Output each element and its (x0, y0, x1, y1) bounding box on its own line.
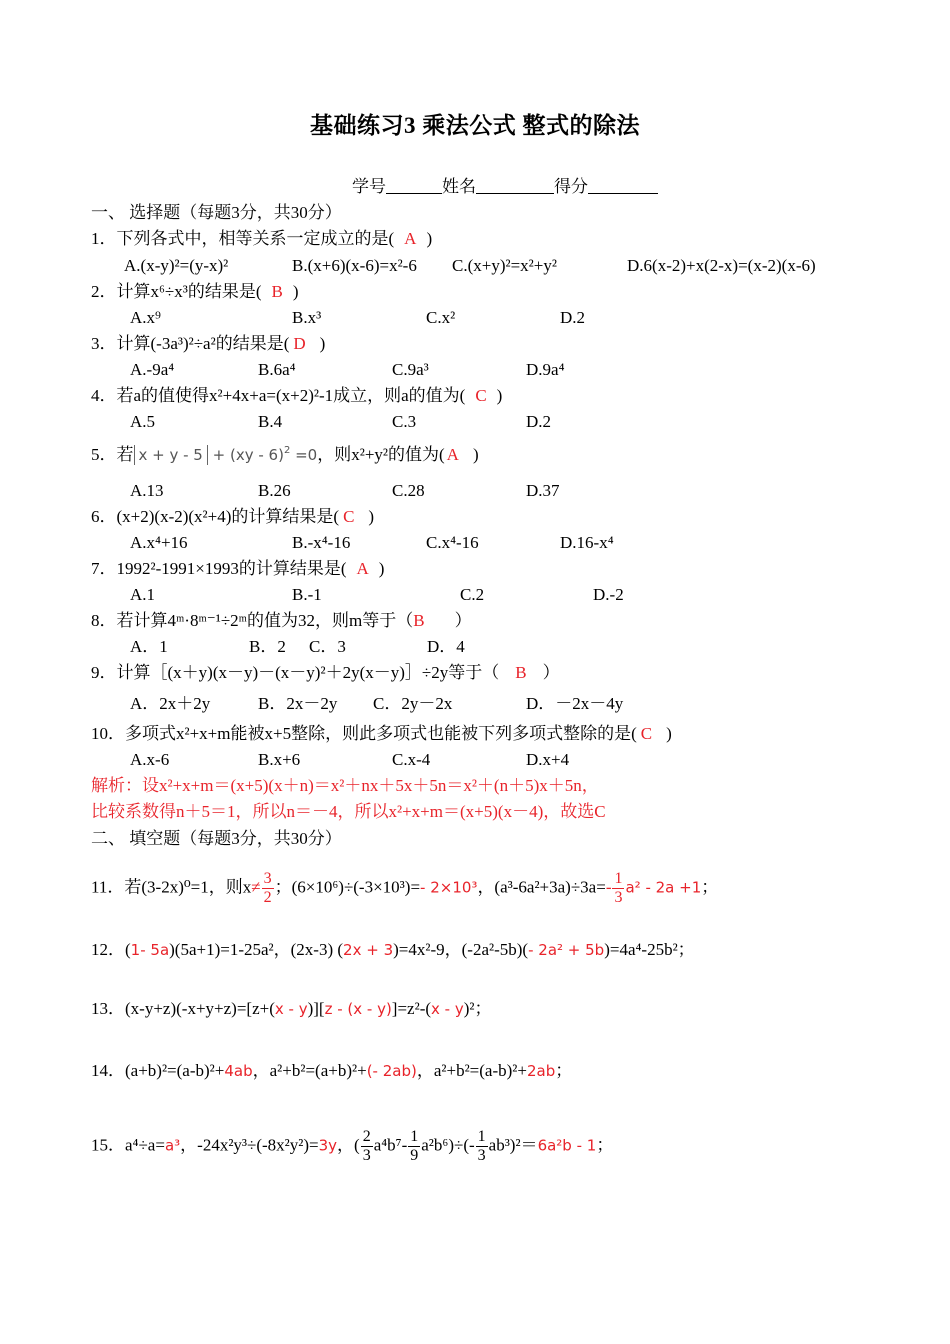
q7-option-b: B.-1 (292, 585, 322, 604)
q11-answer-1: $\frac{3}{2}$ (263, 870, 272, 906)
question-8-answer: B (413, 611, 425, 630)
question-5-abs-expr: x + y - 5 (134, 445, 208, 465)
analysis-line-2: 比较系数得n＋5＝1，所以n＝－4，所以x²+x+m＝(x+5)(x－4)，故选C (91, 802, 606, 821)
question-5-equals: =0 (295, 446, 318, 464)
q15-fraction-2: $\frac{1}{9}$ (410, 1128, 419, 1164)
q4-option-d: D.2 (526, 412, 552, 431)
question-5-prefix: 5．若 (91, 445, 134, 464)
q4-option-c: C.3 (392, 412, 417, 431)
q8-option-c: C．3 (309, 637, 346, 656)
question-9-stem: 9．计算［(x＋y)(x－y)－(x－y)²＋2y(x－y)］÷2y等于（ (91, 663, 500, 682)
q11-part-3: ，(a³-6a²+3a)÷3a= (477, 877, 606, 897)
student-info-line (352, 172, 658, 197)
q14-part-2: ，a²+b²=(a+b)²+ (252, 1061, 367, 1080)
question-11: 11．若(3-2x)⁰=1，则x≠ $\frac{3}{2}$ ；(6×10⁶)÷(-3×10³)=- 2×10³，(a³-6a²+3a)÷3a=- $\frac{1}{3}$ a² - 2a +1； (91, 870, 719, 906)
q7-option-d: D.-2 (593, 585, 624, 604)
q9-option-c: C．2y－2x (373, 694, 453, 713)
question-9 (91, 661, 560, 685)
question-1-answer: A (404, 229, 417, 248)
q3-option-b: B.6a⁴ (258, 360, 296, 379)
q15-part-2: ，-24x²y³÷(-8x²y²)= (180, 1135, 319, 1155)
question-7-close: ) (378, 559, 385, 578)
q8-option-d: D．4 (427, 637, 465, 656)
q15-fraction-3: $\frac{1}{3}$ (477, 1128, 486, 1164)
q3-option-c: C.9a³ (392, 360, 429, 379)
q14-answer-3: 2ab (526, 1062, 556, 1080)
question-8 (91, 609, 472, 633)
question-4 (91, 384, 502, 408)
question-1-close: ) (426, 229, 433, 248)
q1-option-c: C.(x+y)²=x²+y² (452, 256, 557, 275)
question-5-close: ) (472, 445, 479, 464)
q5-option-b: B.26 (258, 481, 291, 500)
q2-option-a: A.x⁹ (130, 308, 161, 327)
question-2-close: ) (292, 282, 299, 301)
score-label: 得分 (554, 177, 588, 196)
question-1-stem: 1．下列各式中，相等关系一定成立的是( (91, 229, 395, 248)
question-10-close: ) (666, 724, 672, 743)
q3-option-d: D.9a⁴ (526, 360, 565, 379)
q1-option-b: B.(x+6)(x-6)=x²-6 (292, 256, 417, 275)
q12-part-3: )=4x²-9，(-2a²-5b)( (393, 940, 529, 959)
q7-option-a: A.1 (130, 585, 156, 604)
q6-option-b: B.-x⁴-16 (292, 533, 351, 552)
question-7-stem: 7．1992²-1991×1993的计算结果是( (91, 559, 347, 578)
question-9-answer: B (515, 663, 527, 682)
q15-part-3: ，( (337, 1135, 360, 1155)
q10-option-d: D.x+4 (526, 750, 570, 769)
q15-part-6: ab³)²＝ (488, 1135, 538, 1155)
q11-part-4: ； (701, 877, 719, 897)
q13-answer-2: z - (x - y) (324, 1000, 392, 1018)
q9-option-d: D．－2x－4y (526, 694, 624, 713)
question-8-stem: 8．若计算4ᵐ·8ᵐ⁻¹÷2ᵐ的值为32，则m等于（ (91, 611, 414, 630)
q13-answer-3: x - y (431, 1000, 464, 1018)
q14-part-4: ； (555, 1061, 573, 1080)
student-no-label: 学号 (352, 177, 386, 196)
q9-option-a: A．2x＋2y (130, 694, 211, 713)
score-field[interactable] (588, 176, 658, 194)
q9-option-b: B．2x－2y (258, 694, 338, 713)
q12-answer-2: 2x + 3 (343, 941, 394, 959)
q1-option-d: D.6(x-2)+x(2-x)=(x-2)(x-6) (627, 256, 816, 275)
q15-part-4: a⁴b⁷- (373, 1135, 408, 1155)
question-10-answer: C (640, 724, 653, 743)
question-6-stem: 6．(x+2)(x-2)(x²+4)的计算结果是( (91, 507, 340, 526)
q1-option-a: A.(x-y)²=(y-x)² (124, 256, 229, 275)
question-15 (91, 1128, 613, 1165)
q10-option-b: B.x+6 (258, 750, 301, 769)
question-3 (91, 332, 325, 356)
question-13 (91, 997, 491, 1021)
question-4-close: ) (496, 386, 503, 405)
question-5-suffix: ，则x²+y²的值为( (317, 445, 445, 464)
q13-part-2: )][ (307, 999, 325, 1018)
q12-answer-1: 1- 5a (130, 941, 170, 959)
question-5-square-expr: xy - 6 (235, 446, 279, 464)
q8-option-b: B．2 (249, 637, 286, 656)
q8-option-a: A．1 (130, 637, 168, 656)
name-label: 姓名 (442, 177, 476, 196)
question-7-answer: A (356, 559, 369, 578)
q6-option-c: C.x⁴-16 (426, 533, 479, 552)
question-6-close: ) (368, 507, 375, 526)
q11-part-1: 11．若(3-2x)⁰=1，则x (91, 877, 252, 897)
q11-answer-3-frac: $\frac{1}{3}$ (614, 870, 623, 906)
question-1 (91, 227, 432, 251)
question-3-answer: D (293, 334, 306, 353)
analysis-line-1: 解析：设x²+x+m＝(x+5)(x＋n)＝x²＋nx＋5x＋5n＝x²＋(n＋5)x＋5n， (91, 776, 599, 795)
q13-part-1: 13．(x-y+z)(-x+y+z)=[z+( (91, 999, 275, 1018)
q11-answer-2: - 2×10³ (420, 878, 478, 897)
question-4-answer: C (475, 386, 487, 405)
q15-answer-3: 6a²b - 1 (537, 1136, 597, 1155)
q15-answer-1: a³ (164, 1136, 181, 1155)
q5-option-c: C.28 (392, 481, 425, 500)
q14-part-1: 14．(a+b)²=(a-b)²+ (91, 1061, 225, 1080)
q12-part-2: )(5a+1)=1-25a²，(2x-3) ( (169, 940, 344, 959)
question-6 (91, 505, 374, 529)
q12-part-4: )=4a⁴-25b²； (604, 940, 695, 959)
q13-part-3: ]=z²-( (391, 999, 432, 1018)
question-5: 5．若 x + y - 5 + (xy - 6)$^2$ =0，则x²+y²的值为( A ) (91, 445, 479, 464)
q15-answer-2: 3y (318, 1136, 338, 1155)
question-3-stem: 3．计算(-3a³)²÷a²的结果是( (91, 334, 290, 353)
q6-option-a: A.x⁴+16 (130, 533, 188, 552)
q2-option-d: D.2 (560, 308, 586, 327)
question-2 (91, 280, 299, 304)
question-5-answer: A (446, 445, 459, 464)
q15-part-7: ； (596, 1135, 614, 1155)
q14-answer-1: 4ab (224, 1062, 253, 1080)
q10-option-a: A.x-6 (130, 750, 170, 769)
question-14 (91, 1059, 572, 1083)
q3-option-a: A.-9a⁴ (130, 360, 175, 379)
question-8-close: ） (454, 611, 472, 630)
q14-answer-2: (- 2ab) (366, 1062, 417, 1080)
q13-part-4: )²； (463, 999, 492, 1018)
q5-option-d: D.37 (526, 481, 560, 500)
q7-option-c: C.2 (460, 585, 485, 604)
q15-fraction-1: $\frac{2}{3}$ (362, 1128, 371, 1164)
q11-answer-3-rest: a² - 2a +1 (625, 878, 702, 897)
question-3-close: ) (319, 334, 326, 353)
q2-option-c: C.x² (426, 308, 456, 327)
q2-option-b: B.x³ (292, 308, 322, 327)
question-9-close: ） (542, 663, 560, 682)
student-no-field[interactable] (386, 176, 442, 194)
question-6-answer: C (343, 507, 355, 526)
q12-answer-3: - 2a² + 5b (528, 941, 605, 959)
question-7 (91, 557, 384, 581)
q12-part-1: 12．( (91, 940, 131, 959)
question-12 (91, 938, 695, 962)
q6-option-d: D.16-x⁴ (560, 533, 614, 552)
question-2-stem: 2．计算x⁶÷x³的结果是( (91, 282, 262, 301)
q15-part-5: a²b⁶)÷(- (421, 1135, 475, 1155)
q14-part-3: ，a²+b²=(a-b)²+ (416, 1061, 527, 1080)
question-10 (91, 722, 672, 746)
name-field[interactable] (476, 176, 554, 194)
question-2-answer: B (271, 282, 283, 301)
section-fill-heading: 二、 填空题（每题3分，共30分） (91, 829, 342, 848)
question-10-stem: 10．多项式x²+x+m能被x+5整除，则此多项式也能被下列多项式整除的是( (91, 724, 637, 743)
page-title: 基础练习3 乘法公式 整式的除法 (310, 113, 640, 138)
q10-option-c: C.x-4 (392, 750, 431, 769)
q13-answer-1: x - y (274, 1000, 308, 1018)
q4-option-b: B.4 (258, 412, 283, 431)
q15-part-1: 15．a⁴÷a= (91, 1135, 165, 1155)
q4-option-a: A.5 (130, 412, 156, 431)
q11-part-2: ；(6×10⁶)÷(-3×10³)= (274, 877, 421, 897)
question-4-stem: 4．若a的值使得x²+4x+a=(x+2)²-1成立，则a的值为( (91, 386, 466, 405)
q5-option-a: A.13 (130, 481, 164, 500)
section-choice-heading: 一、 选择题（每题3分，共30分） (91, 203, 342, 222)
